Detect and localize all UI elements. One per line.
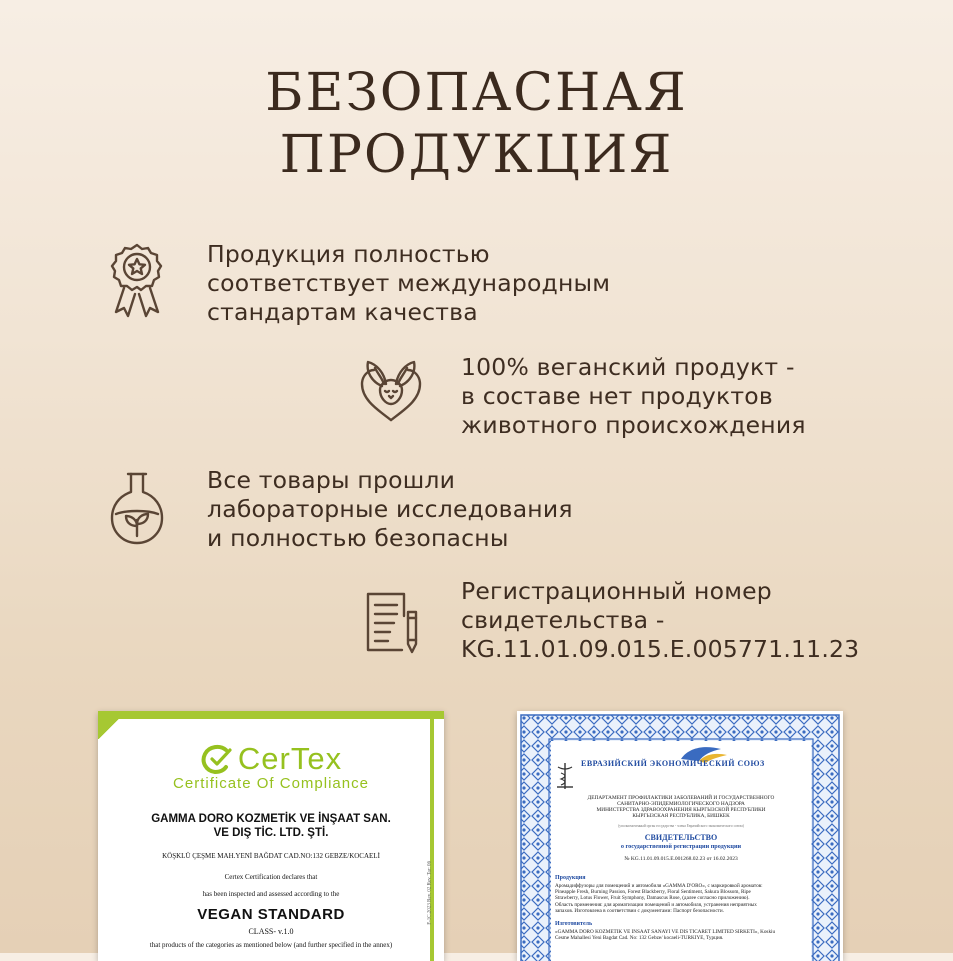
feature-lab-line-2: лабораторные исследования [207, 495, 573, 523]
caduceus-emblem-icon [554, 761, 576, 791]
feature-vegan-line-3: животного происхождения [461, 411, 806, 439]
eeu-cert-title: СВИДЕТЕЛЬСТВО [644, 833, 718, 842]
feature-registration-line-3: KG.11.01.09.015.E.005771.11.23 [461, 635, 860, 663]
eeu-product-line-2: Pineapple Fresh, Burning Passion, Forest Blackberry, Floral Sentiment, Sakura Blossom, Ripe [555, 889, 751, 896]
eeu-certificate [517, 711, 843, 961]
certex-logo [98, 741, 444, 777]
feature-quality-line-3: стандартам качества [207, 298, 478, 326]
eeu-product-line-5: запахов. Изготовлена в соответствии с документами: Паспорт безопасности. [555, 907, 724, 914]
certificate-body [551, 741, 811, 961]
feature-lab-line-1: Все товары прошли [207, 466, 456, 494]
feature-lab-line-3: и полностью безопасны [207, 524, 509, 552]
feature-quality-line-1: Продукция полностью [207, 240, 490, 268]
certex-certificate [98, 711, 444, 961]
feature-vegan [461, 353, 806, 440]
certificate-subtitle: Certificate Of Compliance [173, 775, 369, 792]
eeu-maker-line-2: Cesme Mahallesi Yeni Bagdat Cad. No: 132 Gebze/ kocaeli-TURKIYE, Турция. [555, 935, 724, 942]
title-line-2: ПРОДУКЦИЯ [279, 125, 674, 185]
products-statement: that products of the categories as mentioned below (and further specified in the annex) [149, 941, 393, 949]
eeu-maker-line-1: «GAMMA DORO KOZMETIK VE INSAAT SANAYI VE DIS TICARET LIMITED SIRKETI», Koskiu [555, 929, 776, 935]
eeu-date-value: 16.02.2023 [713, 856, 738, 862]
feature-vegan-line-1: 100% веганский продукт - [461, 353, 795, 381]
company-name-line-1: GAMMA DORO KOZMETİK VE İNŞAAT SAN. [151, 813, 391, 825]
lab-flask-icon [106, 470, 168, 550]
bunny-heart-icon [358, 356, 424, 426]
eeu-cert-subtitle: о государственной регистрации продукции [620, 843, 742, 850]
eeu-date-label: от [706, 856, 712, 862]
eeu-product-line-1: Аромадиффузоры для помещений и автомобиля «GAMMA D'ORO», с маркировкой ароматов: [555, 883, 763, 889]
eeu-dept-line-3: МИНИСТЕРСТВА ЗДРАВООХРАНЕНИЯ КЫРГЫЗСКОЙ РЕСПУБЛИКИ [596, 807, 766, 813]
certex-assessed: has been inspected and assessed according to the [202, 890, 340, 898]
certex-logo-mark-icon [200, 744, 234, 774]
title-line-1: БЕЗОПАСНАЯ [265, 63, 688, 123]
eeu-maker-text [555, 929, 807, 941]
eeu-union-title: ЕВРАЗИЙСКИЙ ЭКОНОМИЧЕСКИЙ СОЮЗ [581, 759, 765, 768]
feature-registration-line-1: Регистрационный номер [461, 577, 772, 605]
vegan-standard-title: VEGAN STANDARD [197, 906, 345, 923]
eeu-stamp-note: (уполномоченный орган государства - члена Евразийского экономического союза) [618, 824, 744, 828]
eeu-product-line-3: Strawberry, Lotus Flower, Fruit Symphony, Damascus Rose, (далее согласно приложению). [555, 895, 750, 902]
eeu-product-heading: Продукция [555, 875, 586, 881]
eeu-number-value: KG.11.01.09.015.E.001268.02.23 [630, 856, 706, 862]
certex-logo-text: CerTex [237, 741, 343, 776]
company-name-line-2: VE DIŞ TİC. LTD. ŞTİ. [213, 827, 329, 839]
company-address: KÖŞKLÜ ÇEŞME MAH.YENİ BAĞDAT CAD.NO:132 GEBZE/KOCAELİ [162, 852, 380, 860]
certex-declares: Certex Certification declares that [224, 873, 318, 881]
certificate-top-border [98, 711, 444, 719]
eeu-maker-heading: Изготовитель [555, 921, 593, 927]
eeu-product-line-4: Область применения: для ароматизации помещений и автомобиля, устранения неприятных [555, 901, 757, 908]
eeu-number-label: № [624, 856, 630, 862]
feature-vegan-line-2: в составе нет продуктов [461, 382, 773, 410]
page-title [0, 62, 953, 186]
eeu-product-text [555, 883, 807, 914]
feature-lab [207, 466, 573, 553]
eeu-cert-number [551, 856, 811, 862]
certificate-corner [98, 711, 128, 739]
feature-registration [461, 577, 859, 664]
feature-quality [207, 240, 610, 327]
feature-registration-line-2: свидетельства - [461, 606, 665, 634]
award-ribbon-icon [106, 242, 168, 322]
eeu-dept-line-2: САНИТАРНО-ЭПИДЕМИОЛОГИЧЕСКОГО НАДЗОРА [617, 801, 745, 807]
feature-quality-line-2: соответствует международным [207, 269, 611, 297]
document-pen-icon [364, 590, 420, 656]
standard-class: CLASS- v.1.0 [248, 927, 294, 936]
eeu-dept-line-4: КЫРГЫЗСКАЯ РЕСПУБЛИКА, БИШКЕК [632, 813, 730, 819]
eeu-dept-line-1: ДЕПАРТАМЕНТ ПРОФИЛАКТИКИ ЗАБОЛЕВАНИЙ И ГОСУДАРСТВЕННОГО [587, 795, 775, 801]
certificate-side-note: F-1C.2023 Rev. 02 Rev. Tar: 06 [428, 861, 433, 925]
